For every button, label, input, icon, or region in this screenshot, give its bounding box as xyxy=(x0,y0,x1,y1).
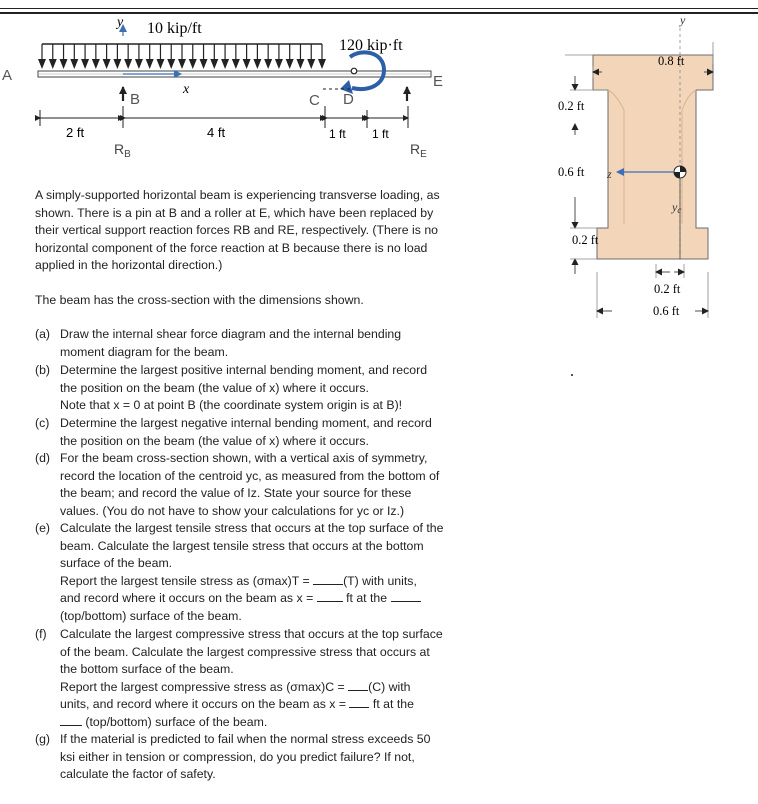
question-e: (e) Calculate the largest tensile stress that occurs at the top surface of the beam. Calculate the largest tensile stress that occurs at the bottom surface of the beam. Report the largest tensile stress as (σmax)T = (T) with units, and record where it occurs on the beam as x = ft at the (top/bottom) surface of the beam. xyxy=(35,521,444,623)
load-arrow-head xyxy=(135,59,143,69)
compressive-position-blank[interactable] xyxy=(349,696,369,708)
question-g: (g) If the material is predicted to fail when the normal stress exceeds 50 ksi either in tension or compression, do you predict failure? If not, calculate the factor of safety. xyxy=(35,732,431,782)
question-f: (f) Calculate the largest compressive stress that occurs at the top surface of the beam. Calculate the largest compressive stress that occurs at the bottom surface of the beam. Report the largest compressive stress as (σmax)C = (C) with units, and record where it occurs on the beam as x = ft at the (top/bottom) surface of the beam. xyxy=(35,627,443,729)
dim-1ft-de: 1 ft xyxy=(372,127,389,141)
load-arrow-head xyxy=(70,59,78,69)
centroid-marker xyxy=(674,166,686,178)
load-arrow-head xyxy=(49,59,57,69)
section-z-axis-label: z xyxy=(607,167,612,181)
load-arrow-head xyxy=(318,59,326,69)
load-arrow-head xyxy=(210,59,218,69)
load-arrow-head xyxy=(296,59,304,69)
distributed-load-label: 10 kip/ft xyxy=(147,20,202,37)
web-width-dimension xyxy=(656,264,684,278)
section-intro: The beam has the cross-section with the dimensions shown. xyxy=(35,293,364,307)
point-E-label: E xyxy=(433,73,444,90)
load-arrow-head xyxy=(307,59,315,69)
flange-top-label: 0.2 ft xyxy=(558,99,585,113)
question-d: (d) For the beam cross-section shown, with a vertical axis of symmetry, record the location of the centroid yc, as measured from the bottom of the beam; and record the value of Iz. State your source for these values. (You do not have to show your calculations for yc or Iz.) xyxy=(35,451,440,518)
load-arrow-head xyxy=(232,59,240,69)
point-D-marker xyxy=(351,68,357,74)
beam-x-axis-label: x xyxy=(183,82,190,97)
load-arrow-head xyxy=(264,59,272,69)
section-y-axis-label: y xyxy=(680,14,686,27)
web-height-label: 0.6 ft xyxy=(558,165,585,179)
dim-4ft: 4 ft xyxy=(207,125,226,140)
load-arrow-head xyxy=(92,59,100,69)
stray-dot xyxy=(571,374,573,376)
web-width-label: 0.2 ft xyxy=(654,282,681,296)
question-b: (b) Determine the largest positive internal bending moment, and record the position on the beam (the value of x) where it occurs. Note that x = 0 at point B (the coordinate system origin is at B)! xyxy=(35,363,428,413)
load-arrow-head xyxy=(113,59,121,69)
question-c: (c) Determine the largest negative internal bending moment, and record the position on the beam (the value of x) where it occurs. xyxy=(35,416,432,448)
question-a: (a) Draw the internal shear force diagram and the internal bending moment diagram for the beam. xyxy=(35,327,402,359)
reaction-RE-label: $R_E$ xyxy=(410,141,427,160)
tensile-surface-blank[interactable] xyxy=(391,590,421,602)
load-arrow-head xyxy=(146,59,154,69)
tensile-position-blank[interactable] xyxy=(317,590,343,602)
load-arrow-head xyxy=(103,59,111,69)
dim-2ft: 2 ft xyxy=(66,125,85,140)
load-arrow-head xyxy=(178,59,186,69)
load-arrow-head xyxy=(275,59,283,69)
load-arrow-head xyxy=(286,59,294,69)
i-beam-section xyxy=(593,55,713,259)
point-D-label: D xyxy=(343,91,354,108)
compressive-stress-blank[interactable] xyxy=(348,679,368,691)
load-arrow-head xyxy=(156,59,164,69)
load-arrow-head xyxy=(253,59,261,69)
load-arrow-head xyxy=(167,59,175,69)
flange-bottom-label: 0.2 ft xyxy=(572,233,599,247)
load-arrow-head xyxy=(243,59,251,69)
dim-1ft-cd: 1 ft xyxy=(329,127,346,141)
tensile-stress-blank[interactable] xyxy=(313,573,343,585)
point-A-label: A xyxy=(2,67,13,84)
load-arrow-head xyxy=(81,59,89,69)
yc-label: yc xyxy=(672,200,682,215)
bottom-width-label: 0.6 ft xyxy=(653,304,680,318)
beam-y-axis-label: y xyxy=(117,15,124,30)
load-arrows xyxy=(38,44,326,69)
load-arrow-head xyxy=(38,59,46,69)
top-width-label: 0.8 ft xyxy=(658,54,685,68)
reaction-RB-label: $R_B$ xyxy=(114,141,131,160)
cross-section-figure xyxy=(550,14,750,324)
load-arrow-head xyxy=(200,59,208,69)
load-arrow-head xyxy=(221,59,229,69)
moment-label: 120 kip·ft xyxy=(339,37,403,54)
top-rule xyxy=(0,8,758,9)
point-B-label: B xyxy=(130,91,141,108)
load-arrow-head xyxy=(124,59,132,69)
beam-figure xyxy=(0,14,460,174)
compressive-surface-blank[interactable] xyxy=(60,714,82,726)
load-arrow-head xyxy=(189,59,197,69)
intro-paragraph: A simply-supported horizontal beam is experiencing transverse loading, as shown. There is a pin at B and a roller at E, which have been replaced by their vertical support reaction forces RB and RE, respectively. (There is no horizontal component of the force reaction at B because there is no load applied in the horizontal direction.) xyxy=(35,188,440,273)
load-arrow-head xyxy=(60,59,68,69)
point-C-label: C xyxy=(309,92,320,109)
